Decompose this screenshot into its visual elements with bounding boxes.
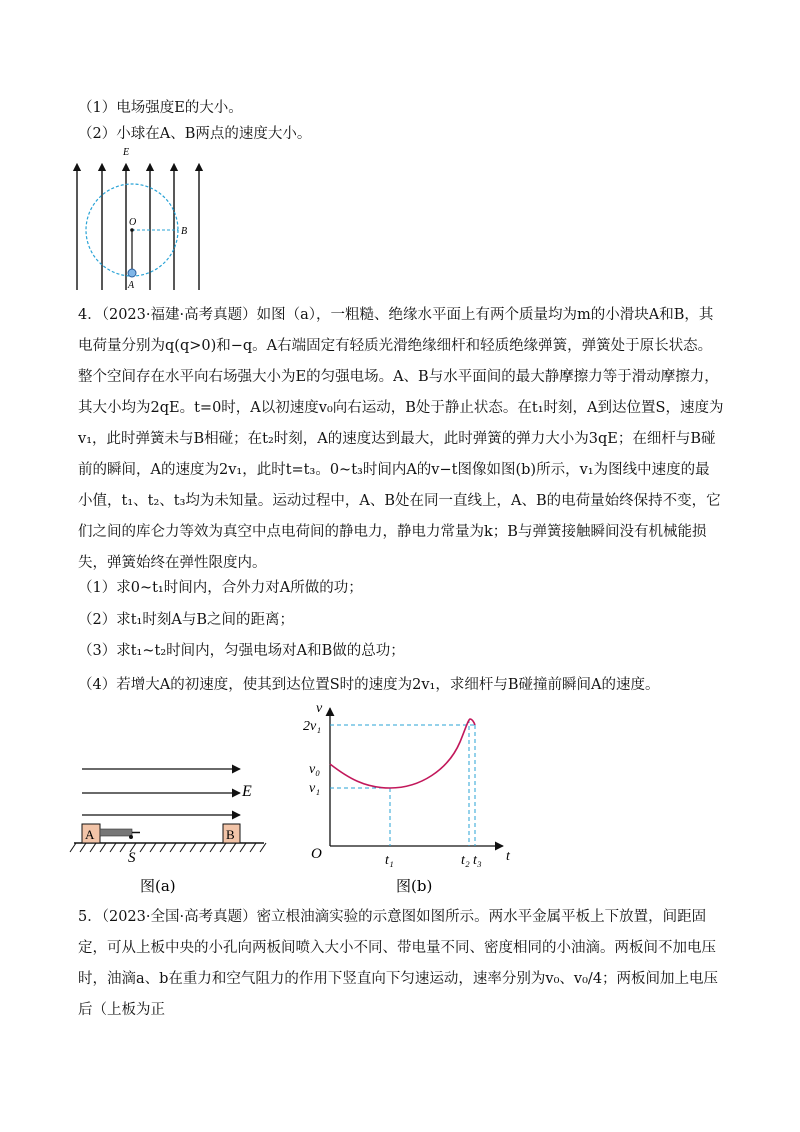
q3-item-2: （2）小球在A、B两点的速度大小。 bbox=[78, 126, 312, 142]
ball bbox=[128, 269, 136, 277]
q3-field-figure bbox=[64, 145, 204, 295]
q5-stem-text: 密立根油滴实验的示意图如图所示。两水平金属平板上下放置，间距固定，可从上板中央的小孔向两板间喷入大小不同、带电量不同、密度相同的小油滴。两板间不加电压时，油滴a、b在重力和空气阻力的作用下竖直向下匀速运动，速率分别为v₀、v₀/4；两板间加上电压后（上板为正 bbox=[78, 909, 719, 1018]
center-point bbox=[130, 228, 134, 232]
q5-number: 5． bbox=[78, 909, 102, 925]
figure-a bbox=[70, 755, 270, 900]
q4-stem-text: 如图（a），一粗糙、绝缘水平面上有两个质量均为m的小滑块A和B，其电荷量分别为q(q>0)和−q。A右端固定有轻质光滑绝缘细杆和轻质绝缘弹簧，弹簧处于原长状态。整个空间存在水平向右场强大小为E的匀强电场。A、B与水平面间的最大静摩擦力等于滑动摩擦力，其大小均为2qE。t=0时，A以初速度v₀向右运动，B处于静止状态。在t₁时刻，A到达位置S，速度为v₁，此时弹簧未与B相碰；在t₂时刻，A的速度达到最大，此时弹簧的弹力大小为3qE；在细杆与B碰前的瞬间，A的速度为2v₁，此时t=t₃。0~t₃时间内A的v−t图像如图(b)所示，v₁为图线中速度的最小值，t₁、t₂、t₃均为未知量。运动过程中，A、B处在同一直线上，A、B的电荷量始终保持不变，它们之间的库仑力等效为真空中点电荷间的静电力，静电力常量为k；B与弹簧接触瞬间没有机械能损失，弹簧始终在弹性限度内。 bbox=[78, 307, 724, 571]
ground-hatching bbox=[70, 843, 266, 852]
q4-stem bbox=[78, 300, 724, 579]
label-a: A bbox=[128, 280, 135, 291]
x-tick-label: t₃ bbox=[473, 853, 482, 868]
x-tick-label: t₁ bbox=[385, 853, 394, 868]
x-tick-label: t₂ bbox=[461, 853, 470, 868]
q4-source: （2023·福建·高考真题） bbox=[101, 307, 257, 323]
label-e: E bbox=[123, 147, 130, 158]
label-s: S bbox=[128, 850, 136, 866]
q3-item-1: （1）电场强度E的大小。 bbox=[78, 100, 243, 116]
x-axis-label: t bbox=[506, 849, 510, 864]
q5-stem bbox=[78, 902, 724, 1026]
q4-sub-3: （3）求t₁~t₂时间内，匀强电场对A和B做的总功； bbox=[78, 643, 405, 659]
y-tick-label: 2v₁ bbox=[303, 719, 322, 734]
figure-b bbox=[300, 700, 530, 900]
y-axis-label: v bbox=[316, 701, 323, 716]
position-s-point bbox=[129, 835, 133, 839]
figure-b-caption: 图(b) bbox=[396, 877, 433, 895]
q4-number: 4． bbox=[78, 307, 102, 323]
block-a-label: A bbox=[85, 827, 95, 842]
y-tick-label: v₀ bbox=[309, 762, 321, 777]
spring bbox=[100, 829, 132, 836]
label-o: O bbox=[129, 217, 137, 228]
label-b: B bbox=[181, 226, 188, 237]
origin-label: O bbox=[311, 846, 322, 862]
q4-sub-1: （1）求0~t₁时间内，合外力对A所做的功； bbox=[78, 580, 363, 596]
label-e: E bbox=[242, 783, 252, 800]
figure-a-caption: 图(a) bbox=[140, 877, 176, 895]
q4-sub-4: （4）若增大A的初速度，使其到达位置S时的速度为2v₁，求细杆与B碰撞前瞬间A的速度。 bbox=[78, 677, 660, 693]
y-tick-label: v₁ bbox=[309, 781, 321, 796]
block-b-label: B bbox=[226, 827, 235, 842]
vt-curve bbox=[330, 719, 475, 788]
q5-source: （2023·全国·高考真题） bbox=[101, 909, 257, 925]
q4-sub-2: （2）求t₁时刻A与B之间的距离； bbox=[78, 612, 294, 628]
